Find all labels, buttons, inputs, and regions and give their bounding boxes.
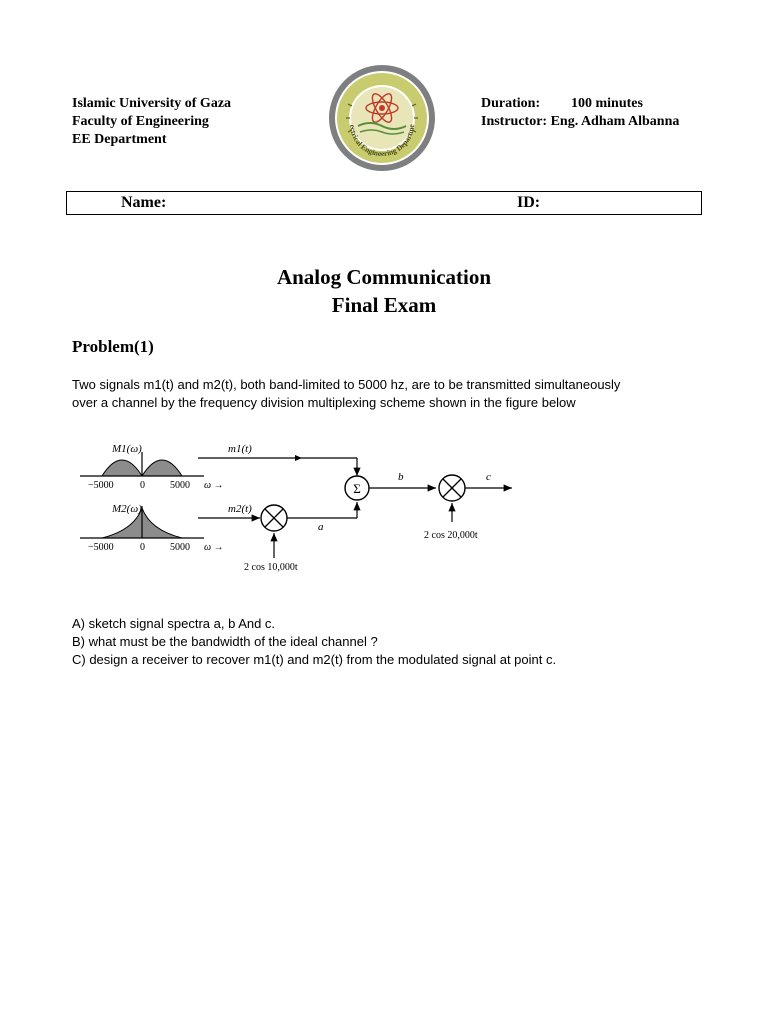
m2-axis-zero: 0 xyxy=(140,542,145,553)
m1-spectrum-label: M1(ω) xyxy=(112,443,142,455)
duration-label: Duration: xyxy=(481,96,541,111)
name-label: Name: xyxy=(121,194,167,211)
duration-value: 100 minutes xyxy=(571,96,643,111)
student-info-box xyxy=(66,191,702,215)
university-name: Islamic University of Gaza xyxy=(72,96,232,111)
institution-block xyxy=(72,95,231,149)
question-c: C) design a receiver to recover m1(t) and m2(t) from the modulated signal at point c. xyxy=(72,652,557,667)
problem-statement xyxy=(72,376,692,412)
exam-type: Final Exam xyxy=(331,293,437,317)
m2-spectrum-label: M2(ω) xyxy=(112,503,142,515)
m1-axis-neg: −5000 xyxy=(88,480,114,491)
faculty-name: Faculty of Engineering xyxy=(72,114,209,129)
instructor-line: Instructor: Eng. Adham Albanna xyxy=(481,114,680,129)
label-b: b xyxy=(398,471,404,483)
carrier-1-label: 2 cos 10,000t xyxy=(244,562,298,573)
exam-title xyxy=(0,263,768,319)
problem-line-2: over a channel by the frequency division multiplexing scheme shown in the figure below xyxy=(72,395,576,410)
m1-signal-label: m1(t) xyxy=(228,443,252,455)
m2-spectrum xyxy=(80,506,204,538)
m2-signal-label: m2(t) xyxy=(228,503,252,515)
exam-info-block xyxy=(481,95,679,131)
logo-ring-text: ectrical Engineering Departme xyxy=(347,123,417,159)
m2-axis-pos: 5000 xyxy=(170,542,190,553)
m1-axis-omega: ω → xyxy=(204,480,224,491)
fdm-block-diagram xyxy=(74,430,524,590)
m1-axis-pos: 5000 xyxy=(170,480,190,491)
m1-axis-zero: 0 xyxy=(140,480,145,491)
label-a: a xyxy=(318,521,324,533)
m2-axis-omega: ω → xyxy=(204,542,224,553)
course-title: Analog Communication xyxy=(276,265,492,289)
question-a: A) sketch signal spectra a, b And c. xyxy=(72,616,276,631)
carrier-2-label: 2 cos 20,000t xyxy=(424,530,478,541)
sum-symbol: Σ xyxy=(353,481,361,496)
m2-axis-neg: −5000 xyxy=(88,542,114,553)
question-list xyxy=(72,615,712,669)
question-b: B) what must be the bandwidth of the ideal channel ? xyxy=(72,634,378,649)
problem-heading: Problem(1) xyxy=(72,337,154,356)
m1-spectrum xyxy=(80,452,204,476)
university-logo xyxy=(328,64,436,172)
id-label: ID: xyxy=(517,194,541,211)
department-name: EE Department xyxy=(72,132,167,147)
label-c: c xyxy=(486,471,491,483)
problem-line-1: Two signals m1(t) and m2(t), both band-limited to 5000 hz, are to be transmitted simultaneously xyxy=(72,377,621,392)
